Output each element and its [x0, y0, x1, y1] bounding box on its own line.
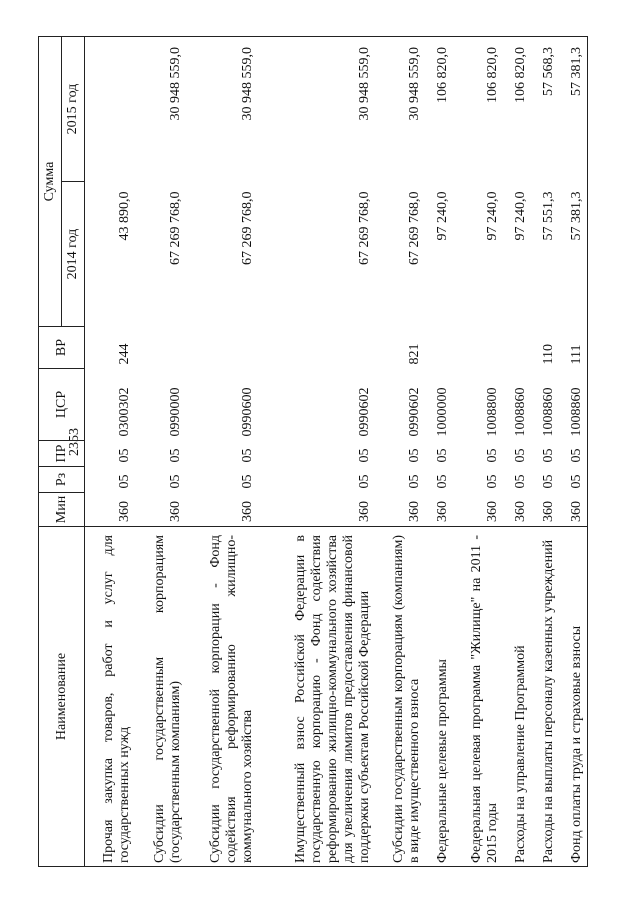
row-rz: 05	[513, 474, 529, 489]
row-2015: 57 381,3	[559, 37, 588, 182]
row-2015: 30 948 559,0	[186, 37, 258, 182]
row-csr: 1008860	[559, 369, 588, 441]
row-pr: 05	[435, 448, 450, 463]
table-row	[559, 37, 588, 867]
row-2015: 106 820,0	[503, 37, 531, 182]
row-csr: 0300302	[117, 387, 133, 437]
row-2015: 106 820,0	[453, 37, 503, 182]
row-2014: 97 240,0	[513, 191, 529, 241]
row-2015: 30 948 559,0	[375, 37, 425, 182]
header-rz: Рз	[39, 467, 85, 493]
row-rz: 05	[559, 467, 588, 493]
table-row	[425, 37, 453, 867]
row-2014: 57 551,3	[540, 191, 556, 241]
row-min: 360	[167, 501, 183, 522]
row-rz: 05	[540, 474, 556, 489]
budget-table	[38, 36, 588, 867]
header-vr: ВР	[39, 327, 85, 369]
row-2015	[85, 37, 136, 182]
header-sum: Сумма	[39, 37, 62, 327]
row-csr: 0990600	[239, 387, 255, 437]
row-pr: 05	[407, 448, 423, 463]
table-row	[503, 37, 531, 867]
row-csr: 0990000	[167, 387, 183, 437]
row-2014: 43 890,0	[117, 191, 133, 241]
row-2015: 30 948 559,0	[258, 37, 375, 182]
row-pr: 05	[356, 448, 372, 463]
row-min: 360	[435, 501, 450, 522]
row-name: Имущественный взнос Российской Федерации в государственную корпорацию - Фонд содействия реформированию жилищно-коммунального хозяйства для увеличения лимитов предоставления финансовой поддержки субъектам Российской Федерации	[258, 527, 375, 867]
row-vr	[135, 327, 185, 369]
header-2015: 2015 год	[62, 37, 85, 182]
row-2014: 67 269 768,0	[239, 191, 255, 265]
row-name: Федеральная целевая программа "Жилище" на 2011 - 2015 годы	[453, 527, 503, 867]
table-row	[85, 37, 136, 867]
table-row	[135, 37, 185, 867]
row-csr: 1000000	[435, 387, 450, 437]
row-min: 360	[513, 501, 529, 522]
row-2014: 67 269 768,0	[356, 191, 372, 265]
row-vr	[425, 327, 453, 369]
table-row	[453, 37, 503, 867]
row-2015: 57 568,3	[531, 37, 559, 182]
row-csr: 1008800	[485, 387, 501, 437]
row-rz: 05	[485, 474, 501, 489]
row-min: 360	[407, 501, 423, 522]
row-vr	[453, 327, 503, 369]
row-vr: 244	[117, 343, 133, 365]
row-name: Субсидии государственным корпорациям (государственным компаниям)	[135, 527, 185, 867]
header-2014: 2014 год	[62, 182, 85, 327]
row-name: Расходы на выплаты персоналу казенных учреждений	[531, 527, 559, 867]
header-min: Мин	[39, 493, 85, 527]
page-number: 2353	[67, 428, 82, 456]
row-name: Субсидии государственным корпорациям (компаниям) в виде имущественного взноса	[375, 527, 425, 867]
row-csr: 0990602	[356, 387, 372, 437]
row-min: 360	[239, 501, 255, 522]
row-2015: 106 820,0	[425, 37, 453, 182]
row-pr: 05	[167, 448, 183, 463]
row-vr: 110	[540, 344, 556, 365]
row-rz: 05	[435, 474, 450, 489]
row-csr: 1008860	[540, 387, 556, 437]
table-row	[375, 37, 425, 867]
row-2014: 57 381,3	[559, 182, 588, 327]
row-vr	[503, 327, 531, 369]
row-pr: 05	[117, 448, 133, 463]
row-rz: 05	[167, 474, 183, 489]
row-name: Субсидии государственной корпорации - Фонд содействия реформированию жилищно-коммунального хозяйства	[186, 527, 258, 867]
header-pr: ПР	[39, 441, 85, 467]
row-2014: 97 240,0	[485, 191, 501, 241]
row-pr: 05	[559, 441, 588, 467]
row-vr: 821	[407, 343, 423, 365]
row-pr: 05	[239, 448, 255, 463]
row-rz: 05	[356, 474, 372, 489]
rotated-budget-table-container	[38, 37, 588, 867]
row-vr	[258, 327, 375, 369]
row-min: 360	[117, 501, 133, 522]
row-2014: 97 240,0	[435, 191, 450, 241]
header-name: Наименование	[39, 527, 85, 867]
table-header	[39, 37, 85, 867]
table-row	[186, 37, 258, 867]
row-min: 360	[356, 501, 372, 522]
table-row	[258, 37, 375, 867]
row-rz: 05	[407, 474, 423, 489]
row-2014: 67 269 768,0	[407, 191, 423, 265]
row-vr: 111	[559, 327, 588, 369]
row-min: 360	[540, 501, 556, 522]
row-2014: 67 269 768,0	[167, 191, 183, 265]
header-csr: ЦСР	[39, 369, 85, 441]
row-rz: 05	[117, 474, 133, 489]
row-min: 360	[559, 493, 588, 527]
row-min: 360	[485, 501, 501, 522]
row-pr: 05	[513, 448, 529, 463]
row-name: Расходы на управление Программой	[503, 527, 531, 867]
row-csr: 1008860	[513, 387, 529, 437]
row-rz: 05	[239, 474, 255, 489]
row-vr	[186, 327, 258, 369]
row-name: Федеральные целевые программы	[425, 527, 453, 867]
table-row	[531, 37, 559, 867]
table-body	[85, 37, 588, 867]
row-2015: 30 948 559,0	[135, 37, 185, 182]
row-pr: 05	[540, 448, 556, 463]
row-pr: 05	[485, 448, 501, 463]
row-name: Прочая закупка товаров, работ и услуг для государственных нужд	[85, 527, 136, 867]
row-name: Фонд оплаты труда и страховые взносы	[559, 527, 588, 867]
row-csr: 0990602	[407, 387, 423, 437]
